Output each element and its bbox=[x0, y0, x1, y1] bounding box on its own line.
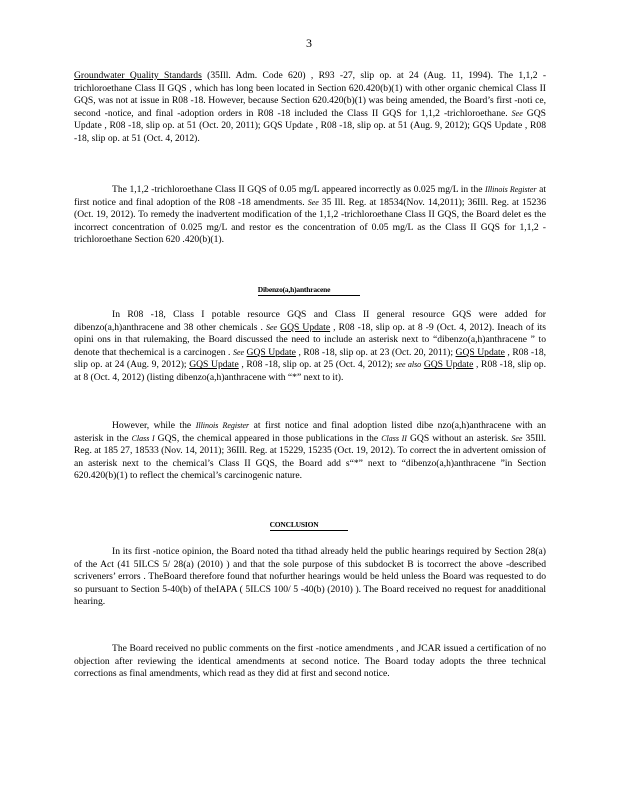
para4-text-5: 35Ill. Reg. at 185 27, 18533 (Nov. 14, 2011); 36Ill. Reg. at 15229, 15235 (Oct. 19, 2012). To correct the in advertent omission of an asterisk next to the chemical’s Class II GQS, the Board add s“*” next to “dibenzo(a,h)anthracene ”in Section 620.420(b)(1) to reflect the chemical’s carcinogenic nature. bbox=[74, 432, 547, 482]
paragraph-dibenzo-background bbox=[74, 309, 546, 385]
section-heading-conclusion: CONCLUSION bbox=[0, 520, 618, 531]
para3-see-2: See bbox=[232, 347, 245, 357]
para3-cite-1: GQS Update bbox=[280, 321, 331, 333]
paragraph-conclusion-adoption: The Board received no public comments on the first -notice amendments , and JCAR issued a certification of no objection after reviewing the identical amendments at second notice. The Board today adopts the three technical corrections as final amendments, which read as they did at first and second notice. bbox=[74, 643, 546, 680]
para1-text-1: (35Ill. Adm. Code 620) , R93 -27, slip op. at 24 (Aug. 11, 1994). The 1,1,2 -trichloroethane Class II GQS , which has long been located in Section 620.420(b)(1) with other organic chemical Class II GQS, was not at issue in R08 -18. However, because Section 620.420(b)(1) was being amended, the Board’s first -noti ce, second -notice, and final -adoption orders in R08 -18 included the Class II GQS for 1,1,2 -trichloroethane. bbox=[74, 70, 547, 119]
paragraph-trichloroethane-correction bbox=[74, 184, 546, 247]
para3-text-5: , R08 -18, slip op. at 25 (Oct. 4, 2012); bbox=[238, 359, 396, 371]
para3-text-4: , R08 -18, slip op. at 24 (Aug. 9, 2012); bbox=[74, 346, 547, 371]
para3-text-3: , R08 -18, slip op. at 23 (Oct. 20, 2011); bbox=[295, 346, 456, 358]
para4-class-ii: Class II bbox=[381, 433, 407, 443]
para1-see: See bbox=[511, 108, 523, 118]
para4-text-4: GQS without an asterisk. bbox=[406, 432, 512, 444]
para2-see: See bbox=[307, 197, 319, 207]
cite-title: Groundwater Quality Standards bbox=[74, 70, 202, 81]
para3-see-1: See bbox=[265, 322, 278, 332]
paragraph-conclusion-hearings: In its first -notice opinion, the Board noted tha tithad already held the public hearings required by Section 28(a) of the Act (41 5ILCS 5/ 28(a) (2010) ) and that the sole purpose of this subdocket B is tocorrect the above -described scriveners’ errors . TheBoard therefore found that nofurther hearings would be held unless the Board was requested to do so pursuant to Section 5-40(b) of theIAPA ( 5ILCS 100/ 5 -40(b) (2010) ). The Board received no request for anadditional hearing. bbox=[74, 546, 546, 608]
para4-see: See bbox=[511, 433, 523, 443]
paragraph-gqs-history bbox=[74, 70, 546, 146]
para3-cite-3: GQS Update bbox=[455, 346, 505, 358]
para2-text-2: at first notice and final adoption of the R08 -18 amendments. bbox=[74, 184, 547, 208]
section-heading-dibenzo: Dibenzo(a,h)anthracene bbox=[0, 285, 618, 296]
paragraph-dibenzo-correction bbox=[74, 420, 546, 483]
para3-cite-4: GQS Update bbox=[189, 359, 239, 371]
para2-text-3: 35 Ill. Reg. at 18534(Nov. 14,2011); 36Ill. Reg. at 15236 (Oct. 19, 2012). To remedy the inadvertent modification of the 1,1,2 -trichloroethane Class II GQS, the Board delet es the incorrect concentration of 0.025 mg/L and restor es the concentration of 0.05 mg/L as the Class II GQS for 1,1,2 -trichloroethane Section 620 .420(b)(1). bbox=[74, 196, 546, 246]
para2-register: Illinois Register bbox=[485, 185, 537, 194]
para3-see-also: see also bbox=[395, 360, 422, 370]
page-number: 3 bbox=[306, 36, 312, 50]
para4-text-1: However, while the bbox=[112, 420, 196, 431]
para4-text-2: at first notice and final adoption listed dibe nzo(a,h)anthracene with an asterisk in the bbox=[74, 420, 546, 444]
para3-cite-5: GQS Update bbox=[423, 359, 474, 371]
para3-text-2: , R08 -18, slip op. at 8 -9 (Oct. 4, 2012). Ineach of its opini ons in that rulemaking, the Board discussed the need to include an asterisk next to “dibenzo(a,h)anthracene ” to denote that thechemical is a carcinogen . bbox=[74, 321, 547, 358]
para2-text-1: The 1,1,2 -trichloroethane Class II GQS of 0.05 mg/L appeared incorrectly as 0.025 mg/L in the bbox=[112, 184, 486, 195]
para3-text-6: , R08 -18, slip op. at 8 (Oct. 4, 2012) (listing dibenzo(a,h)anthracene with “*” next to it). bbox=[74, 359, 546, 383]
para4-register: Illinois Register bbox=[195, 421, 250, 430]
para3-cite-2: GQS Update bbox=[246, 346, 296, 358]
para4-text-3: GQS, the chemical appeared in those publications in the bbox=[154, 432, 382, 444]
para4-class-i: Class I bbox=[131, 433, 155, 443]
para1-text-2: GQS Update , R08 -18, slip op. at 51 (Oct. 20, 2011); GQS Update , R08 -18, slip op. at 51 (Aug. 9, 2012); GQS Update , R08 -18, slip op. at 51 (Oct. 4, 2012). bbox=[74, 107, 546, 144]
para3-text-1: In R08 -18, Class I potable resource GQS and Class II general resource GQS were added for dibenzo(a,h)anthracene and 38 other chemicals . bbox=[74, 309, 546, 333]
